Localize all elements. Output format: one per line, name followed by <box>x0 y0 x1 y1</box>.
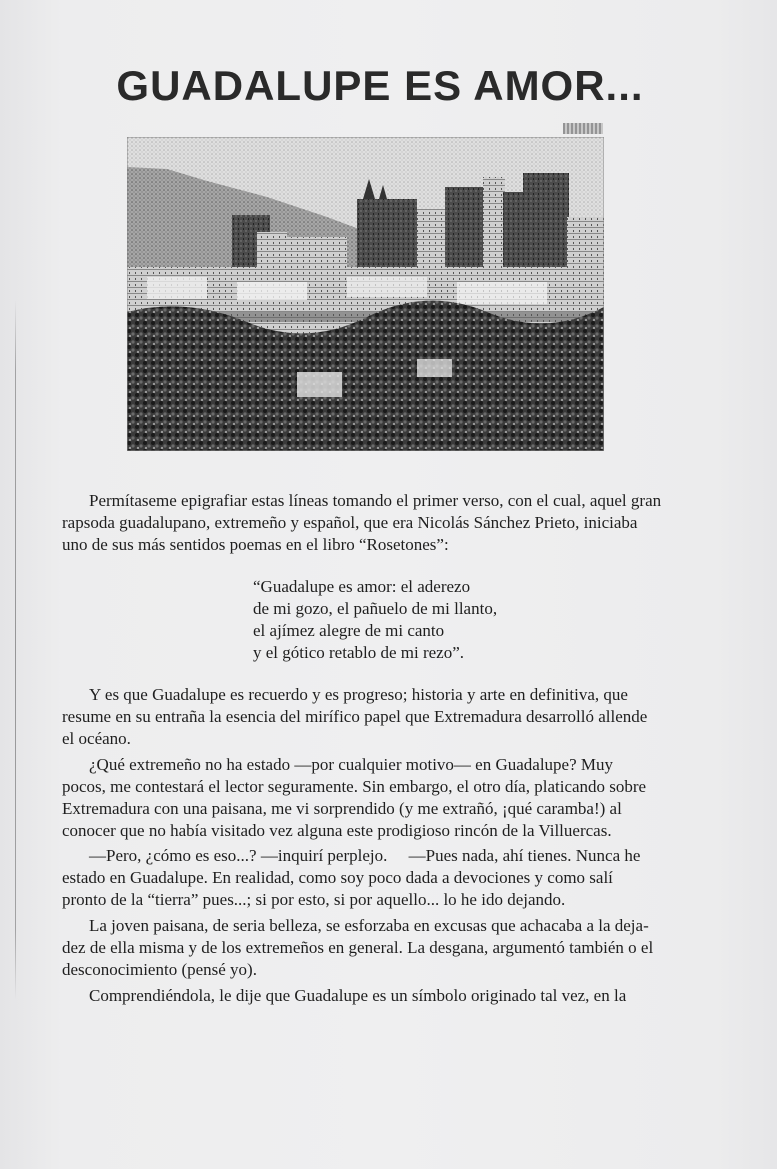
poem-quote <box>253 576 583 664</box>
text-line: el océano. <box>62 729 131 748</box>
text-line: conocer que no había visitado vez alguna este prodigioso rincón de la Villuercas. <box>62 821 612 840</box>
text-line: Permítaseme epigrafiar estas líneas tomando el primer verso, con el cual, aquel gran <box>89 491 662 510</box>
text-line: resume en su entraña la esencia del mirífico papel que Extremadura desarrolló allende <box>62 707 648 726</box>
poem-line: de mi gozo, el pañuelo de mi llanto, <box>253 599 498 618</box>
text-line: desconocimiento (pensé yo). <box>62 960 257 979</box>
text-line: rapsoda guadalupano, extremeño y español, que era Nicolás Sánchez Prieto, iniciaba <box>62 513 638 532</box>
text-line: Extremadura con una paisana, me vi sorprendido (y me extrañó, ¡qué caramba!) al <box>62 799 622 818</box>
text-line: La joven paisana, de seria belleza, se esforzaba en excusas que achacaba a la deja- <box>89 916 649 935</box>
poem-line: “Guadalupe es amor: el aderezo <box>253 577 471 596</box>
body-paragraph <box>62 845 712 911</box>
page-title: GUADALUPE ES AMOR... <box>116 62 644 109</box>
text-line: Comprendiéndola, le dije que Guadalupe es un símbolo originado tal vez, en la <box>89 986 627 1005</box>
body-paragraph <box>62 915 712 981</box>
print-mark <box>563 123 603 134</box>
text-line: dez de ella misma y de los extremeños en general. La desgana, argumentó también o el <box>62 938 654 957</box>
body-paragraph <box>62 684 712 750</box>
poem-line: y el gótico retablo de mi rezo”. <box>253 643 464 662</box>
text-line: pocos, me contestará el lector seguramente. Sin embargo, el otro día, platicando sobre <box>62 777 647 796</box>
poem-line: el ajímez alegre de mi canto <box>253 621 445 640</box>
body-paragraph <box>62 985 712 1007</box>
text-line: estado en Guadalupe. En realidad, como soy poco dada a devociones y como salí <box>62 868 613 887</box>
text-line: —Pero, ¿cómo es eso...? —inquirí perplejo. —Pues nada, ahí tienes. Nunca he <box>89 846 641 865</box>
text-line: pronto de la “tierra” pues...; si por esto, si por aquello... lo he ido dejando. <box>62 890 566 909</box>
body-paragraph <box>62 754 712 842</box>
scan-margin-line <box>15 300 16 1000</box>
text-line: uno de sus más sentidos poemas en el libro “Rosetones”: <box>62 535 449 554</box>
intro-paragraph <box>62 490 712 556</box>
monastery-photo <box>127 137 604 451</box>
text-line: Y es que Guadalupe es recuerdo y es progreso; historia y arte en definitiva, que <box>89 685 628 704</box>
text-line: ¿Qué extremeño no ha estado —por cualquier motivo— en Guadalupe? Muy <box>89 755 614 774</box>
